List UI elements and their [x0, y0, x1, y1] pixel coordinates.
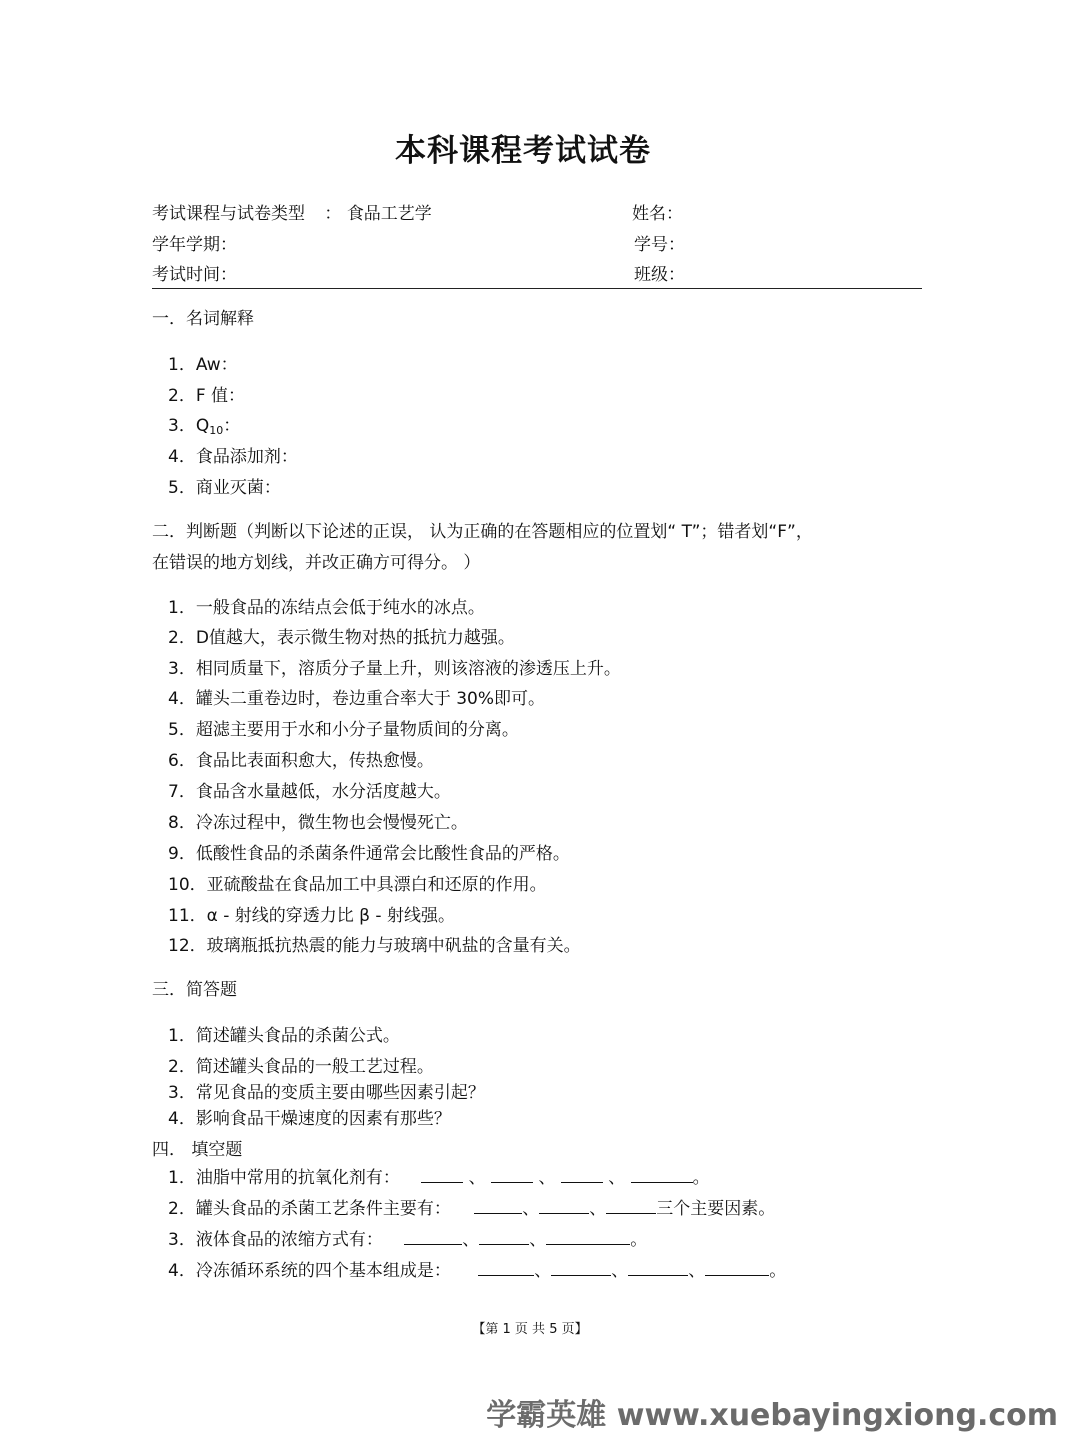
blank-separator: 、: [688, 1261, 706, 1281]
list-item: 3．常见食品的变质主要由哪些因素引起？: [168, 1083, 485, 1103]
q2-suffix: 三个主要因素。: [656, 1199, 776, 1219]
answer-blank[interactable]: [628, 1261, 688, 1276]
q10-colon: ：: [223, 416, 241, 436]
term-label: 学年学期：: [152, 235, 237, 255]
answer-blank[interactable]: [546, 1230, 630, 1245]
section2-title-line2: 在错误的地方划线，并改正确方可得分。 ）: [152, 553, 481, 573]
name-label: 姓名：: [632, 204, 683, 224]
list-item: 11．α - 射线的穿透力比 β - 射线强。: [168, 906, 455, 926]
blank-separator: 、: [611, 1261, 629, 1281]
answer-blank[interactable]: [491, 1168, 533, 1183]
answer-blank[interactable]: [551, 1261, 611, 1276]
student-id-label: 学号：: [634, 235, 685, 255]
list-item: 1．Aw：: [168, 355, 238, 375]
list-item: 2．D值越大，表示微生物对热的抵抗力越强。: [168, 628, 515, 648]
blank-separator: 、: [529, 1230, 547, 1250]
section2-title-line1: 二．判断题（判断以下论述的正误， 认为正确的在答题相应的位置划“ T”；错者划“F”，: [152, 522, 813, 542]
list-item: 4．影响食品干燥速度的因素有那些？: [168, 1109, 451, 1129]
course-value: 食品工艺学: [346, 204, 432, 224]
list-item: 7．食品含水量越低，水分活度越大。: [168, 782, 451, 802]
blank-end: 。: [630, 1230, 648, 1250]
class-label: 班级：: [634, 265, 685, 285]
answer-blank[interactable]: [404, 1230, 462, 1245]
course-row: [152, 199, 432, 224]
section1-title: 一．名词解释: [152, 309, 254, 329]
blank-separator: 、: [462, 1230, 480, 1250]
answer-blank[interactable]: [606, 1199, 656, 1214]
answer-blank[interactable]: [705, 1261, 769, 1276]
answer-blank[interactable]: [561, 1168, 603, 1183]
exam-time-label: 考试时间：: [152, 265, 237, 285]
list-item: 1．简述罐头食品的杀菌公式。: [168, 1026, 400, 1046]
blank-separator: 、: [468, 1168, 486, 1188]
answer-blank[interactable]: [478, 1261, 534, 1276]
q1-prefix: 1．油脂中常用的抗氧化剂有：: [168, 1168, 400, 1188]
answer-blank[interactable]: [479, 1230, 529, 1245]
blank-end: 。: [692, 1168, 710, 1188]
blank-separator: 、: [608, 1168, 626, 1188]
list-item: 4．食品添加剂：: [168, 447, 298, 467]
list-item: 6．食品比表面积愈大，传热愈慢。: [168, 751, 434, 771]
list-item: 2．简述罐头食品的一般工艺过程。: [168, 1057, 434, 1077]
page-footer: 【第 1 页 共 5 页】: [472, 1322, 588, 1337]
q4-prefix: 4．冷冻循环系统的四个基本组成是：: [168, 1261, 451, 1281]
q10-text: 3．Q: [168, 416, 210, 436]
list-item: 8．冷冻过程中，微生物也会慢慢死亡。: [168, 813, 468, 833]
list-item: 12．玻璃瓶抵抗热震的能力与玻璃中矾盐的含量有关。: [168, 936, 581, 956]
q10-subscript: 10: [209, 424, 224, 437]
blank-end: 。: [769, 1261, 787, 1281]
course-label: 考试课程与试卷类型: [152, 204, 305, 224]
blank-separator: 、: [538, 1168, 556, 1188]
blank-separator: 、: [589, 1199, 607, 1219]
course-separator: ：: [324, 204, 342, 224]
fill-question-3: [168, 1225, 647, 1250]
list-item: 2．F 值：: [168, 386, 245, 406]
answer-blank[interactable]: [421, 1168, 463, 1183]
q3-prefix: 3．液体食品的浓缩方式有：: [168, 1230, 383, 1250]
fill-question-4: [168, 1256, 786, 1281]
blank-separator: 、: [522, 1199, 540, 1219]
list-item: 5．商业灭菌：: [168, 478, 281, 498]
blank-separator: 、: [534, 1261, 552, 1281]
answer-blank[interactable]: [539, 1199, 589, 1214]
list-item: 1．一般食品的冻结点会低于纯水的冰点。: [168, 598, 485, 618]
watermark: 学霸英雄 www.xuebayingxiong.com: [486, 1398, 1058, 1433]
section4-title: 四． 填空题: [152, 1140, 243, 1160]
answer-blank[interactable]: [474, 1199, 522, 1214]
list-item: 3．相同质量下，溶质分子量上升，则该溶液的渗透压上升。: [168, 659, 621, 679]
list-item: 10．亚硫酸盐在食品加工中具漂白和还原的作用。: [168, 875, 547, 895]
fill-question-2: [168, 1194, 775, 1219]
fill-question-1: [168, 1163, 710, 1188]
page-title: 本科课程考试试卷: [395, 133, 651, 169]
header-divider: [152, 288, 922, 289]
section3-title: 三．简答题: [152, 980, 237, 1000]
list-item-q10: [168, 411, 240, 437]
list-item: 5．超滤主要用于水和小分子量物质间的分离。: [168, 720, 519, 740]
answer-blank[interactable]: [631, 1168, 693, 1183]
list-item: 4．罐头二重卷边时，卷边重合率大于 30%即可。: [168, 689, 546, 709]
list-item: 9．低酸性食品的杀菌条件通常会比酸性食品的严格。: [168, 844, 570, 864]
q2-prefix: 2．罐头食品的杀菌工艺条件主要有：: [168, 1199, 451, 1219]
